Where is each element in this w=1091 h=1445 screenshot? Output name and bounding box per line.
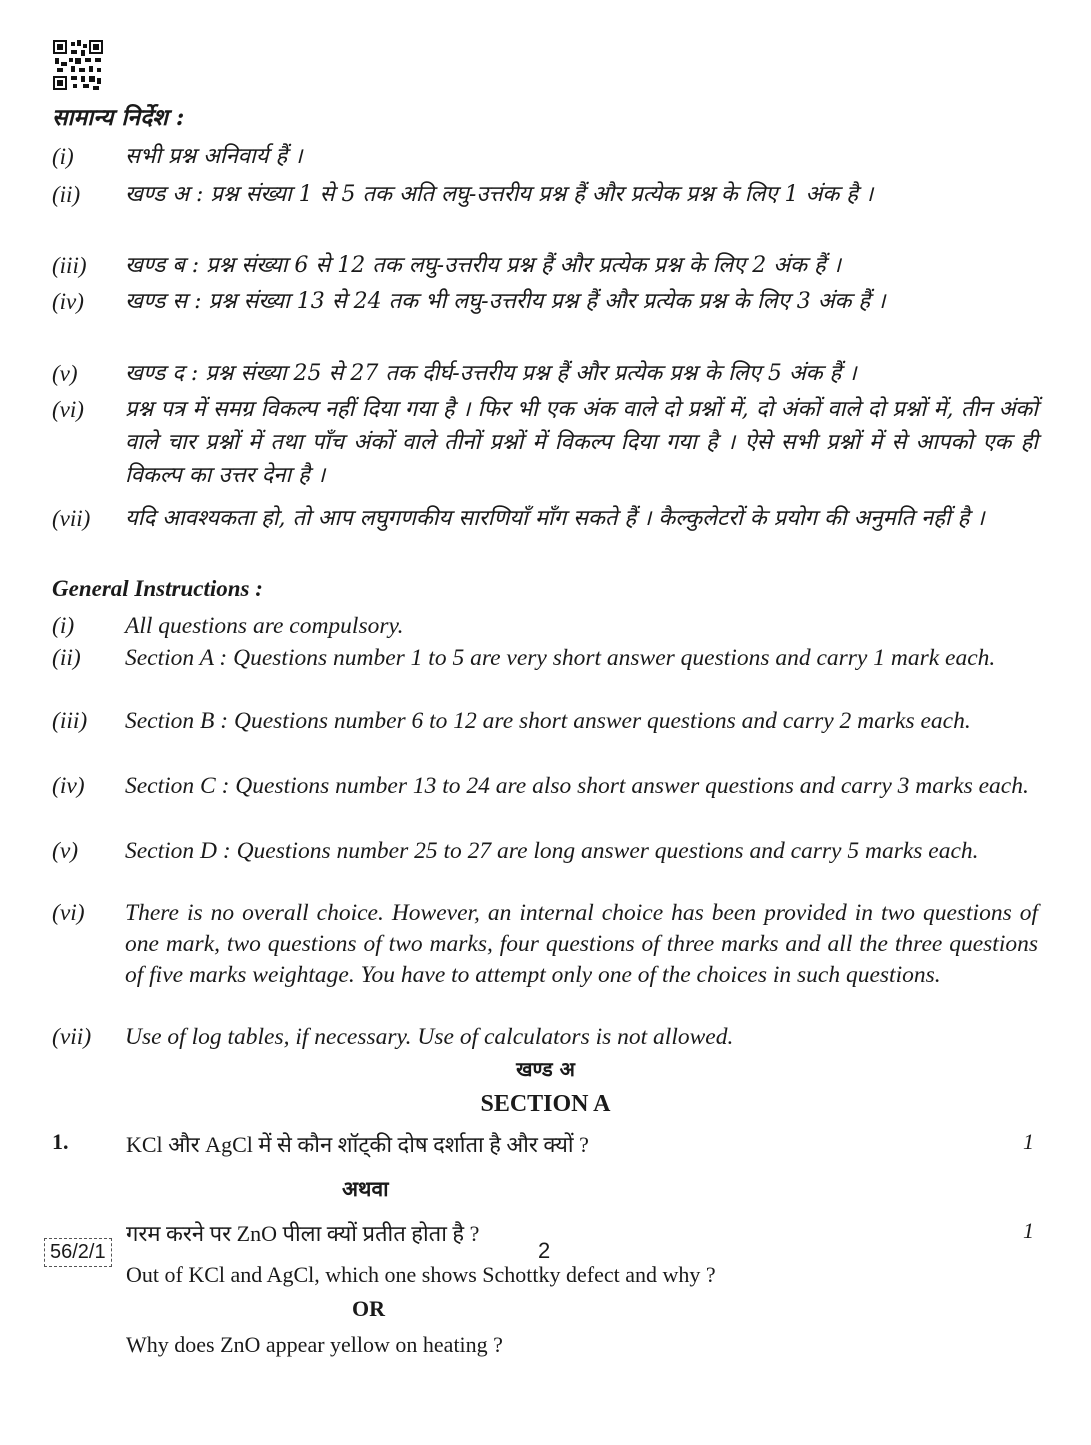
qr-code-icon (53, 40, 103, 90)
question-number: 1. (52, 1129, 69, 1154)
item-number: (vi) (52, 900, 85, 926)
item-number: (i) (52, 144, 74, 169)
question-text-hindi: KCl और AgCl में से कौन शॉट्की दोष दर्शाता है और क्यों ? (126, 1132, 589, 1157)
alternate-question-text: Why does ZnO appear yellow on heating ? (126, 1332, 503, 1357)
item-number: (i) (52, 613, 75, 639)
item-text: Use of log tables, if necessary. Use of calculators is not allowed. (125, 1024, 734, 1050)
item-text: प्रश्न पत्र में समग्र विकल्प नहीं दिया गया है । फिर भी एक अंक वाले दो प्रश्नों में, दो अंकों वाले दो प्रश्नों में, तीन अंकों वाले चार प्रश्नों में तथा पाँच अंकों वाले तीनों प्रश्नों में विकल्प दिया गया है । ऐसे सभी प्रश्नों में से आपको एक ही विकल्प का उत्तर देना है । (125, 397, 1038, 488)
list-item (52, 771, 1038, 802)
list-item (52, 836, 1038, 867)
item-text: यदि आवश्यकता हो, तो आप लघुगणकीय सारणियाँ माँग सकते हैं । कैल्कुलेटरों के प्रयोग की अनुमति नहीं है । (125, 506, 985, 531)
list-item (52, 643, 1038, 674)
item-text: खण्ड स : प्रश्न संख्या 13 से 24 तक भी लघु-उत्तरीय प्रश्न हैं और प्रत्येक प्रश्न के लिए 3 अंक हैं । (125, 289, 886, 314)
item-number: (ii) (52, 182, 81, 207)
list-item (52, 357, 1038, 390)
item-number: (ii) (52, 645, 81, 671)
item-number: (vii) (52, 506, 91, 531)
list-item (52, 140, 1038, 173)
item-number: (vi) (52, 397, 84, 422)
list-item (52, 1022, 1038, 1053)
item-text: Section D : Questions number 25 to 27 are long answer questions and carry 5 marks each. (125, 838, 979, 864)
item-text: Section A : Questions number 1 to 5 are very short answer questions and carry 1 mark each. (125, 645, 996, 671)
list-item (52, 178, 1038, 211)
item-number: (iii) (52, 708, 88, 734)
item-text: खण्ड अ : प्रश्न संख्या 1 से 5 तक अति लघु-उत्तरीय प्रश्न हैं और प्रत्येक प्रश्न के लिए 1 अंक है । (125, 182, 874, 207)
section-title: SECTION A (480, 1091, 611, 1117)
item-text: All questions are compulsory. (125, 613, 404, 639)
paper-code: 56/2/1 (44, 1238, 112, 1267)
item-number: (iii) (52, 253, 87, 278)
item-text: सभी प्रश्न अनिवार्य हैं । (125, 144, 303, 169)
item-text: खण्ड ब : प्रश्न संख्या 6 से 12 तक लघु-उत्तरीय प्रश्न हैं और प्रत्येक प्रश्न के लिए 2 अंक हैं । (125, 253, 841, 278)
list-item (52, 249, 1038, 282)
list-item (52, 898, 1038, 991)
item-number: (v) (52, 361, 78, 386)
item-text: Section B : Questions number 6 to 12 are short answer questions and carry 2 marks each. (125, 708, 971, 734)
item-number: (iv) (52, 773, 85, 799)
page-number: 2 (538, 1238, 551, 1263)
list-item (52, 393, 1038, 492)
list-item (52, 502, 1038, 535)
section-title-hindi: खण्ड अ (516, 1057, 575, 1081)
alternate-question-text-hindi: गरम करने पर ZnO पीला क्यों प्रतीत होता है ? (126, 1221, 480, 1246)
list-item (52, 611, 1038, 642)
list-item (52, 706, 1038, 737)
or-divider: OR (352, 1296, 385, 1321)
alternate-question-marks: 1 (1023, 1218, 1034, 1243)
item-number: (vii) (52, 1024, 92, 1050)
question-text: Out of KCl and AgCl, which one shows Schottky defect and why ? (126, 1262, 716, 1287)
hindi-instructions-heading: सामान्य निर्देश : (52, 104, 185, 131)
item-text: खण्ड द : प्रश्न संख्या 25 से 27 तक दीर्घ-उत्तरीय प्रश्न हैं और प्रत्येक प्रश्न के लिए 5 अंक हैं । (125, 361, 857, 386)
question-marks: 1 (1023, 1129, 1034, 1154)
item-number: (v) (52, 838, 79, 864)
or-divider-hindi: अथवा (342, 1177, 389, 1201)
item-number: (iv) (52, 289, 84, 314)
item-text: There is no overall choice. However, an internal choice has been provided in two questions of one mark, two questions of two marks, four questions of three marks and all the three questions of five marks weightage. You have to attempt only one of the choices in such questions. (125, 900, 1038, 988)
item-text: Section C : Questions number 13 to 24 are also short answer questions and carry 3 marks each. (125, 773, 1029, 799)
list-item (52, 285, 1038, 318)
english-instructions-heading: General Instructions : (52, 576, 263, 601)
